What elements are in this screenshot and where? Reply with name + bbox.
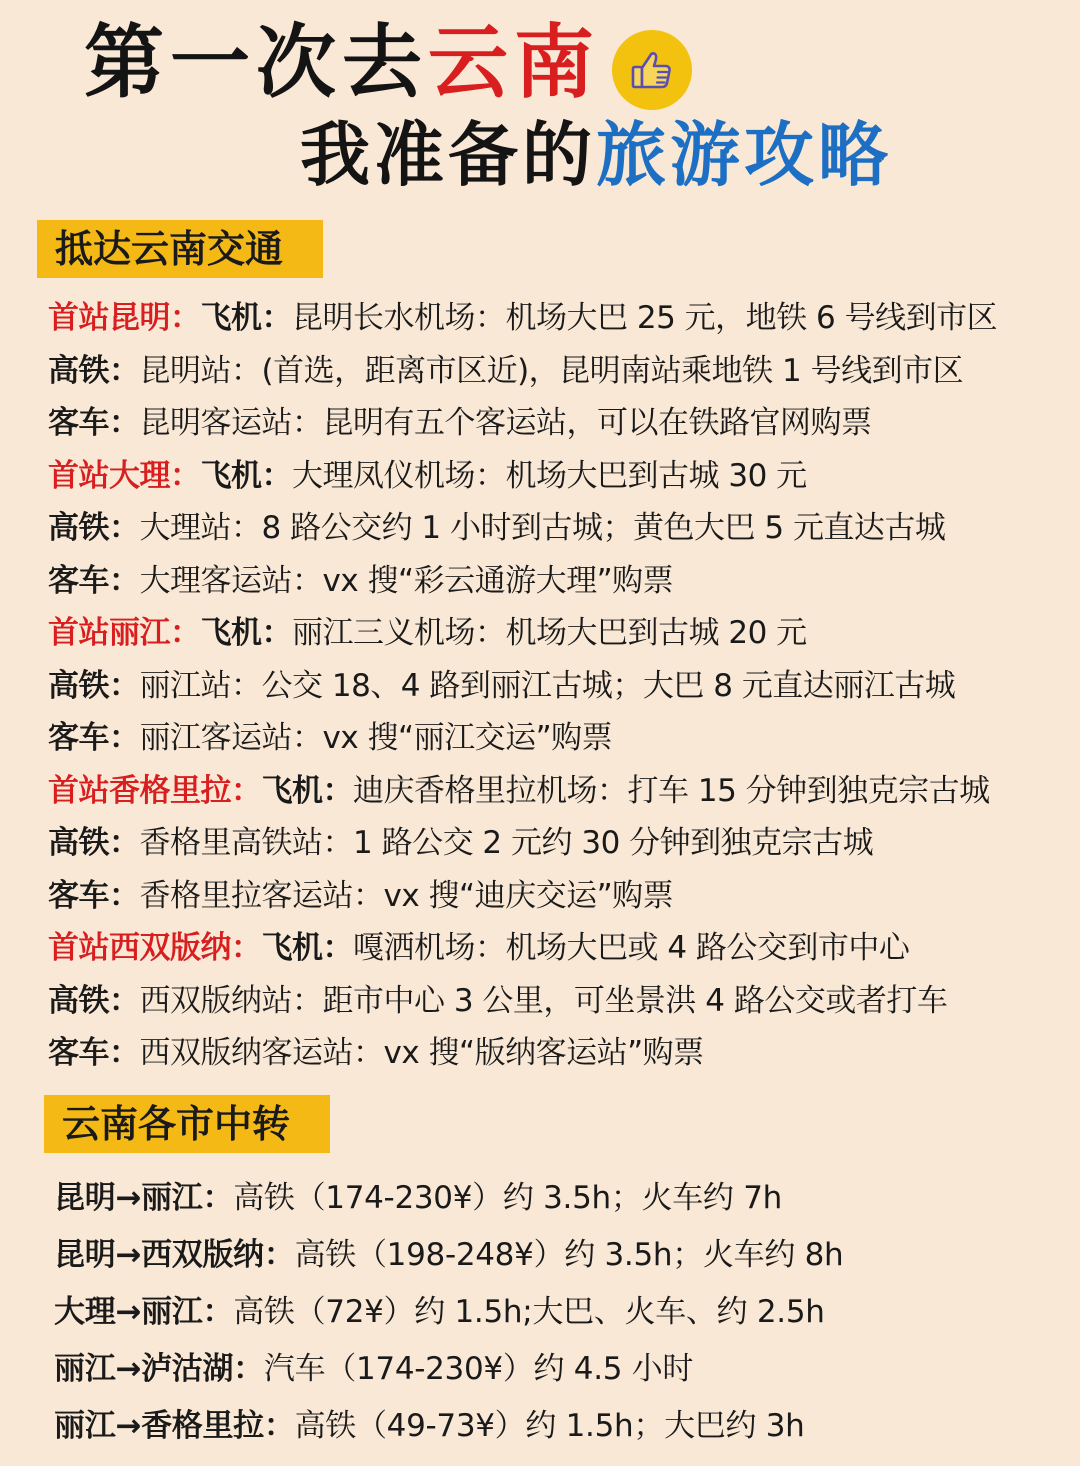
transport-mode-label: 飞机： [261, 930, 353, 966]
transfer-detail: 高铁（198-248¥）约 3.5h；火车约 8h [294, 1237, 844, 1273]
transfer-detail: 高铁（49-73¥）约 1.5h；大巴约 3h [294, 1408, 805, 1444]
transport-mode-label: 高铁： [48, 825, 140, 861]
transport-line [48, 450, 1058, 503]
page-subtitle [300, 113, 892, 196]
subtitle-part-1: 我准备的 [300, 113, 596, 196]
transport-detail: 大理客运站：vx 搜“彩云通游大理”购票 [139, 562, 674, 599]
transport-detail: 西双版纳站：距市中心 3 公里，可坐景洪 4 路公交或者打车 [139, 982, 948, 1019]
subtitle-part-2: 旅游攻略 [596, 113, 892, 196]
transfer-route-label: 昆明→丽江： [54, 1180, 234, 1216]
arrival-transport-list [48, 292, 1058, 1080]
transport-mode-label: 客车： [48, 405, 140, 441]
transport-detail: 香格里拉客运站：vx 搜“迪庆交运”购票 [139, 877, 674, 914]
transport-mode-label: 飞机： [200, 457, 292, 494]
transport-line [48, 765, 1058, 818]
transfer-line [54, 1341, 1064, 1398]
transfer-line [54, 1170, 1064, 1227]
transfer-line [54, 1227, 1064, 1284]
transport-line [48, 922, 1058, 975]
transport-mode-label: 客车： [48, 877, 140, 914]
destination-label: 首站昆明： [48, 300, 201, 336]
transport-mode-label: 高铁： [48, 667, 140, 704]
transport-detail: 香格里高铁站：1 路公交 2 元约 30 分钟到独克宗古城 [139, 825, 874, 861]
transport-line [48, 555, 1058, 608]
page-title [84, 15, 600, 109]
transport-mode-label: 客车： [48, 1035, 140, 1071]
destination-label: 首站大理： [48, 457, 201, 494]
transfer-route-label: 昆明→西双版纳： [54, 1237, 295, 1273]
transport-mode-label: 飞机： [261, 772, 353, 809]
transport-detail: 昆明长水机场：机场大巴 25 元，地铁 6 号线到市区 [292, 300, 998, 336]
transport-mode-label: 高铁： [48, 982, 140, 1019]
transport-line [48, 607, 1058, 660]
transport-mode-label: 飞机： [200, 300, 292, 336]
destination-label: 首站香格里拉： [48, 772, 262, 809]
transfer-route-label: 丽江→香格里拉： [54, 1408, 295, 1444]
transport-line [48, 1027, 1058, 1080]
transport-line [48, 397, 1058, 450]
transport-detail: 迪庆香格里拉机场：打车 15 分钟到独克宗古城 [353, 772, 990, 809]
section-heading-arrival: 抵达云南交通 [37, 220, 323, 278]
transfer-route-label: 大理→丽江： [54, 1294, 234, 1330]
transport-detail: 丽江客运站：vx 搜“丽江交运”购票 [139, 720, 613, 756]
transport-detail: 西双版纳客运站：vx 搜“版纳客运站”购票 [139, 1035, 704, 1071]
title-part-2: 云南 [428, 15, 600, 109]
transfer-route-label: 丽江→泸沽湖： [54, 1351, 264, 1387]
transport-line [48, 345, 1058, 398]
transport-line [48, 292, 1058, 345]
thumbs-up-icon [612, 30, 692, 110]
transfer-line [54, 1398, 1064, 1455]
transport-mode-label: 飞机： [200, 615, 292, 651]
transport-line [48, 660, 1058, 713]
transport-detail: 嘎洒机场：机场大巴或 4 路公交到市中心 [353, 930, 910, 966]
transport-detail: 昆明站：(首选，距离市区近)，昆明南站乘地铁 1 号线到市区 [139, 352, 964, 389]
transport-mode-label: 客车： [48, 562, 140, 599]
transport-detail: 丽江三义机场：机场大巴到古城 20 元 [292, 615, 807, 651]
section-heading-transfer: 云南各市中转 [44, 1095, 330, 1153]
transfer-list [54, 1170, 1064, 1455]
transport-mode-label: 高铁： [48, 510, 140, 546]
transport-line [48, 712, 1058, 765]
transport-detail: 丽江站：公交 18、4 路到丽江古城；大巴 8 元直达丽江古城 [139, 667, 956, 704]
transfer-detail: 高铁（72¥）约 1.5h;大巴、火车、约 2.5h [233, 1294, 825, 1330]
transfer-detail: 汽车（174-230¥）约 4.5 小时 [263, 1351, 694, 1387]
transfer-detail: 高铁（174-230¥）约 3.5h；火车约 7h [233, 1180, 782, 1216]
transport-line [48, 817, 1058, 870]
transport-mode-label: 高铁： [48, 352, 140, 389]
transport-line [48, 870, 1058, 923]
destination-label: 首站丽江： [48, 615, 201, 651]
transport-detail: 大理站：8 路公交约 1 小时到古城；黄色大巴 5 元直达古城 [139, 510, 946, 546]
destination-label: 首站西双版纳： [48, 930, 262, 966]
title-part-1: 第一次去 [84, 15, 428, 109]
transport-detail: 大理凤仪机场：机场大巴到古城 30 元 [292, 457, 807, 494]
transport-mode-label: 客车： [48, 720, 140, 756]
transfer-line [54, 1284, 1064, 1341]
transport-line [48, 975, 1058, 1028]
transport-line [48, 502, 1058, 555]
transport-detail: 昆明客运站：昆明有五个客运站，可以在铁路官网购票 [139, 405, 872, 441]
